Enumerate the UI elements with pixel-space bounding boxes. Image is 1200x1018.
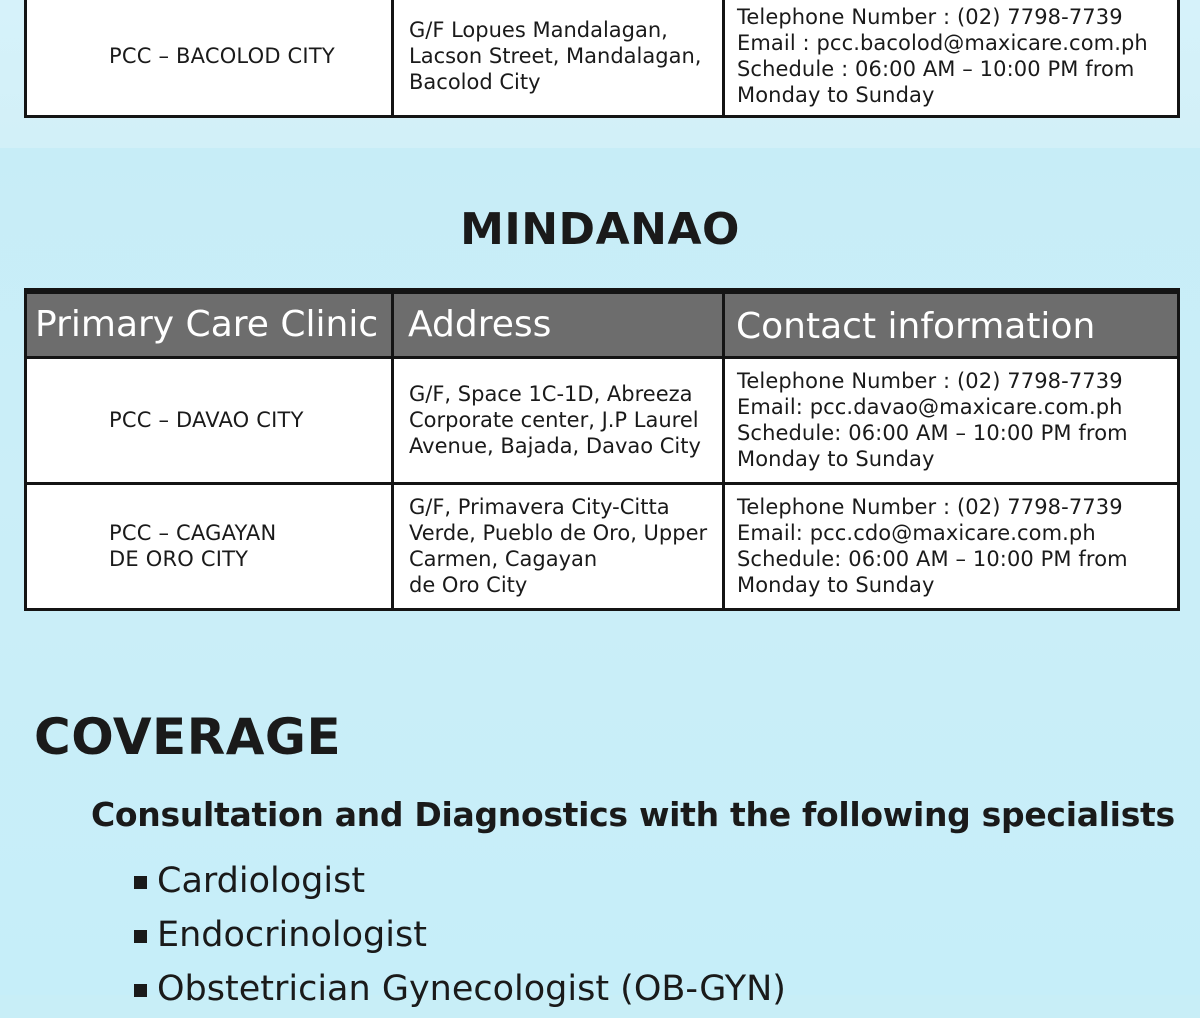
address-line: Lacson Street, Mandalagan,	[409, 44, 702, 68]
clinic-name-line: PCC – CAGAYAN	[109, 521, 277, 545]
header-contact: Contact information	[724, 291, 1179, 357]
specialist-label: Endocrinologist	[157, 915, 427, 955]
contact-cell	[724, 483, 1179, 609]
address-cell	[393, 357, 724, 483]
coverage-heading: COVERAGE	[34, 708, 342, 766]
square-bullet-icon	[134, 930, 147, 943]
address-line: Avenue, Bajada, Davao City	[409, 434, 701, 458]
address-cell	[393, 0, 724, 117]
list-item	[134, 910, 786, 964]
address-line: de Oro City	[409, 573, 528, 597]
specialist-list	[134, 856, 786, 1018]
table-row	[26, 0, 1179, 117]
telephone-line: Telephone Number : (02) 7798-7739	[737, 369, 1123, 393]
header-address: Address	[393, 291, 724, 357]
schedule-days-line: Monday to Sunday	[737, 573, 935, 597]
square-bullet-icon	[134, 984, 147, 997]
clinic-name-cell	[26, 0, 393, 117]
visayas-clinic-table	[24, 0, 1180, 118]
schedule-line: Schedule : 06:00 AM – 10:00 PM from	[737, 57, 1135, 81]
clinic-name-cell	[26, 483, 393, 609]
email-line: Email : pcc.bacolod@maxicare.com.ph	[737, 31, 1148, 55]
header-row	[26, 291, 1179, 357]
address-line: Carmen, Cagayan	[409, 547, 598, 571]
schedule-line: Schedule: 06:00 AM – 10:00 PM from	[737, 547, 1128, 571]
contact-cell	[724, 357, 1179, 483]
clinic-name-line: DE ORO CITY	[109, 547, 249, 571]
list-item	[134, 856, 786, 910]
mindanao-table-header	[26, 291, 1179, 357]
mindanao-clinic-table	[24, 288, 1180, 611]
address-line: G/F, Space 1C-1D, Abreeza	[409, 382, 693, 406]
mindanao-heading: MINDANAO	[460, 204, 740, 255]
table-row	[26, 357, 1179, 483]
schedule-days-line: Monday to Sunday	[737, 83, 935, 107]
mindanao-table-body	[26, 357, 1179, 609]
address-line: Verde, Pueblo de Oro, Upper	[409, 521, 708, 545]
header-clinic: Primary Care Clinic	[26, 291, 393, 357]
telephone-line: Telephone Number : (02) 7798-7739	[737, 495, 1123, 519]
table-row	[26, 483, 1179, 609]
visayas-table-body	[26, 0, 1179, 117]
clinic-name-line: PCC – DAVAO CITY	[109, 408, 304, 432]
contact-cell	[724, 0, 1179, 117]
address-line: G/F, Primavera City-Citta	[409, 495, 670, 519]
list-item	[134, 964, 786, 1018]
clinic-name-line: PCC – BACOLOD CITY	[109, 44, 335, 68]
clinic-name-cell	[26, 357, 393, 483]
schedule-days-line: Monday to Sunday	[737, 447, 935, 471]
address-line: G/F Lopues Mandalagan,	[409, 18, 668, 42]
telephone-line: Telephone Number : (02) 7798-7739	[737, 5, 1123, 29]
email-line: Email: pcc.davao@maxicare.com.ph	[737, 395, 1123, 419]
coverage-subheading: Consultation and Diagnostics with the following specialists	[91, 795, 1175, 834]
address-line: Corporate center, J.P Laurel	[409, 408, 699, 432]
email-line: Email: pcc.cdo@maxicare.com.ph	[737, 521, 1096, 545]
square-bullet-icon	[134, 876, 147, 889]
address-cell	[393, 483, 724, 609]
schedule-line: Schedule: 06:00 AM – 10:00 PM from	[737, 421, 1128, 445]
specialist-label: Cardiologist	[157, 861, 366, 901]
address-line: Bacolod City	[409, 70, 541, 94]
specialist-label: Obstetrician Gynecologist (OB-GYN)	[157, 969, 786, 1009]
